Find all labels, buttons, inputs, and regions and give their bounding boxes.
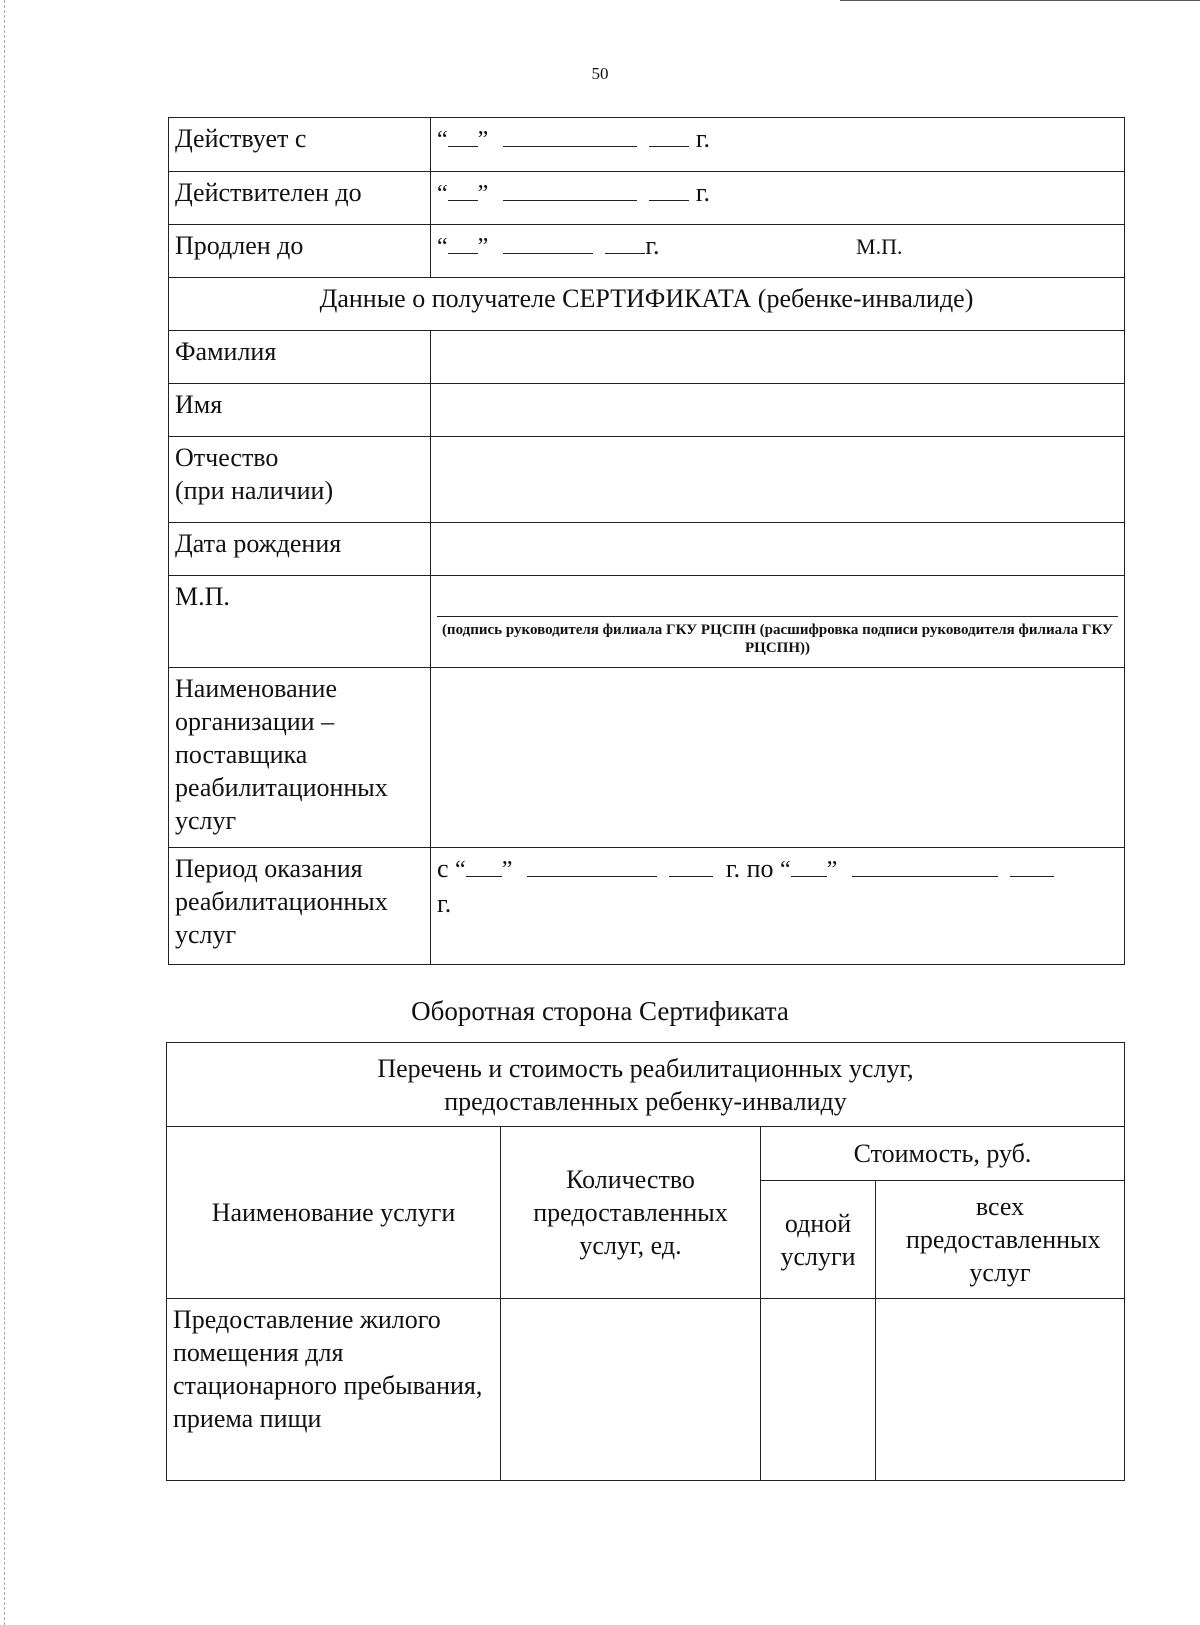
services-table-header: Перечень и стоимость реабилитационных услуг, предоставленных ребенку-инвалиду [167, 1043, 1125, 1127]
services-header-row [167, 1043, 1125, 1127]
table-row [167, 1299, 1125, 1481]
valid-from-label: Действует с [169, 118, 431, 172]
provider-label: Наименование организации – поставщика реабилитационных услуг [169, 668, 431, 848]
stamp-label: М.П. [169, 576, 431, 668]
period-field[interactable]: с “ ” г. по “ ” г. [431, 848, 1125, 965]
col-header-cost-one: одной услуги [761, 1181, 876, 1299]
name-field[interactable] [431, 384, 1125, 437]
birth-date-field[interactable] [431, 523, 1125, 576]
surname-label: Фамилия [169, 331, 431, 384]
service-name-cell: Предоставление жилого помещения для стационарного пребывания, приема пищи [167, 1299, 501, 1481]
signature-cell[interactable] [431, 576, 1125, 668]
valid-until-year-suffix: г. [695, 178, 711, 207]
col-header-cost: Стоимость, руб. [761, 1127, 1125, 1181]
surname-row [169, 331, 1125, 384]
certificate-front-table [168, 117, 1125, 965]
signature-line [437, 576, 1118, 617]
scan-edge-left [4, 0, 5, 1625]
extended-until-row [169, 225, 1125, 278]
scan-edge-top [840, 0, 1200, 4]
quantity-cell[interactable] [501, 1299, 761, 1481]
col-header-quantity: Количество предоставленных услуг, ед. [501, 1127, 761, 1299]
extended-until-label: Продлен до [169, 225, 431, 278]
period-row [169, 848, 1125, 965]
patronymic-label-line2: (при наличии) [175, 476, 334, 505]
patronymic-label [169, 437, 431, 523]
recipient-section-header: Данные о получателе СЕРТИФИКАТА (ребенке-инвалиде) [169, 278, 1125, 331]
patronymic-field[interactable] [431, 437, 1125, 523]
period-from-prefix: с [437, 854, 449, 883]
signature-caption: (подпись руководителя филиала ГКУ РЦСПН (расшифровка подписи руководителя филиала ГКУ РЦСПН)) [441, 622, 1114, 656]
provider-field[interactable] [431, 668, 1125, 848]
name-row [169, 384, 1125, 437]
valid-from-row [169, 118, 1125, 172]
surname-field[interactable] [431, 331, 1125, 384]
extended-until-date[interactable]: “ ” г. М.П. [431, 225, 1125, 278]
stamp-placeholder-top: М.П. [856, 234, 903, 259]
cost-one-cell[interactable] [761, 1299, 876, 1481]
col-header-cost-all: всех предоставленных услуг [876, 1181, 1125, 1299]
col-header-service-name: Наименование услуги [167, 1127, 501, 1299]
valid-from-date[interactable]: “ ” г. [431, 118, 1125, 172]
back-side-title: Оборотная сторона Сертификата [411, 996, 789, 1026]
period-label: Период оказания реабилитационных услуг [169, 848, 431, 965]
column-header-row-1 [167, 1127, 1125, 1181]
valid-until-label: Действителен до [169, 172, 431, 225]
period-to-text: г. по [725, 854, 774, 883]
patronymic-row [169, 437, 1125, 523]
birth-date-label: Дата рождения [169, 523, 431, 576]
valid-until-row [169, 172, 1125, 225]
page-number: 50 [591, 64, 609, 83]
period-end-suffix: г. [437, 889, 452, 918]
recipient-header-row [169, 278, 1125, 331]
cost-all-cell[interactable] [876, 1299, 1125, 1481]
name-label: Имя [169, 384, 431, 437]
valid-until-date[interactable]: “ ” г. [431, 172, 1125, 225]
extended-until-year-suffix: г. [645, 231, 660, 260]
provider-row [169, 668, 1125, 848]
signature-row [169, 576, 1125, 668]
valid-from-year-suffix: г. [695, 124, 711, 153]
services-cost-table [166, 1042, 1125, 1481]
birth-date-row [169, 523, 1125, 576]
patronymic-label-line1: Отчество [175, 443, 279, 472]
